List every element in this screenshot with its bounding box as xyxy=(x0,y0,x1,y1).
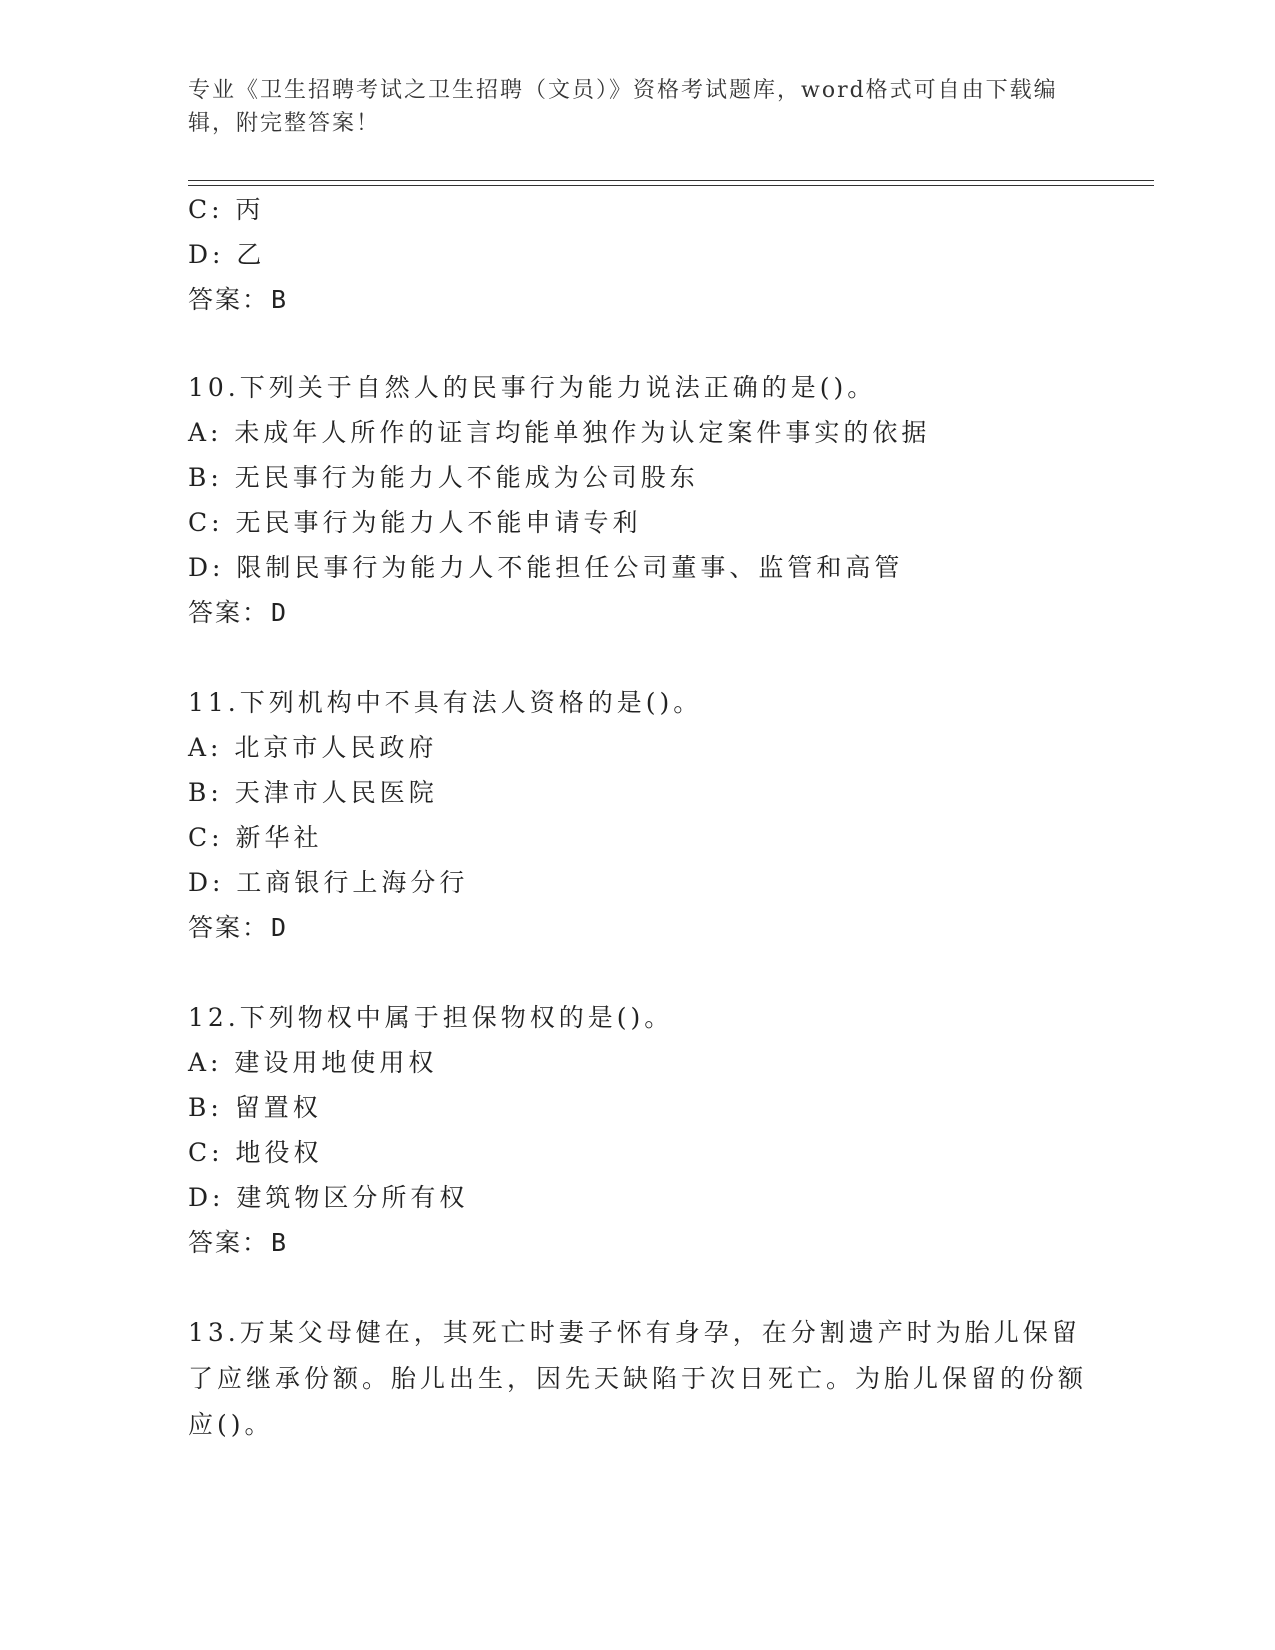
header-divider-top xyxy=(188,180,1154,181)
answer-label: 答案： xyxy=(188,598,270,627)
q13-question: 13.万某父母健在，其死亡时妻子怀有身孕，在分割遗产时为胎儿保留了应继承份额。胎儿出生，因先天缺陷于次日死亡。为胎儿保留的份额应()。 xyxy=(188,1318,1088,1439)
q10-option-a: A: 未成年人所作的证言均能单独作为认定案件事实的依据 xyxy=(188,418,931,447)
document-header: 专业《卫生招聘考试之卫生招聘（文员）》资格考试题库，word格式可自由下载编辑，附完整答案！ xyxy=(188,78,1058,136)
q11-answer xyxy=(188,912,286,944)
q9-option-d: D: 乙 xyxy=(188,240,266,269)
q12-option-a: A: 建设用地使用权 xyxy=(188,1048,438,1077)
q9-option-c: C: 丙 xyxy=(188,195,265,224)
q11-option-c: C: 新华社 xyxy=(188,823,323,852)
q11-option-d: D: 工商银行上海分行 xyxy=(188,868,469,897)
answer-value: B xyxy=(271,285,287,314)
q12-option-b: B: 留置权 xyxy=(188,1093,322,1122)
q10-option-b: B: 无民事行为能力人不能成为公司股东 xyxy=(188,463,699,492)
q12-answer xyxy=(188,1227,286,1259)
q11-question: 11.下列机构中不具有法人资格的是()。 xyxy=(188,688,703,717)
answer-label: 答案： xyxy=(188,1228,270,1257)
answer-value: D xyxy=(271,598,287,627)
answer-value: D xyxy=(271,913,287,942)
q12-option-d: D: 建筑物区分所有权 xyxy=(188,1183,469,1212)
q9-answer xyxy=(188,284,286,316)
q10-answer xyxy=(188,597,286,629)
answer-label: 答案： xyxy=(188,913,270,942)
q11-option-a: A: 北京市人民政府 xyxy=(188,733,438,762)
q10-option-c: C: 无民事行为能力人不能申请专利 xyxy=(188,508,642,537)
answer-label: 答案： xyxy=(188,285,270,314)
q11-option-b: B: 天津市人民医院 xyxy=(188,778,438,807)
answer-value: B xyxy=(271,1228,287,1257)
q12-option-c: C: 地役权 xyxy=(188,1138,323,1167)
q10-question: 10.下列关于自然人的民事行为能力说法正确的是()。 xyxy=(188,373,877,402)
q10-option-d: D: 限制民事行为能力人不能担任公司董事、监管和高管 xyxy=(188,553,904,582)
header-divider-bottom xyxy=(188,185,1154,186)
q12-question: 12.下列物权中属于担保物权的是()。 xyxy=(188,1003,674,1032)
